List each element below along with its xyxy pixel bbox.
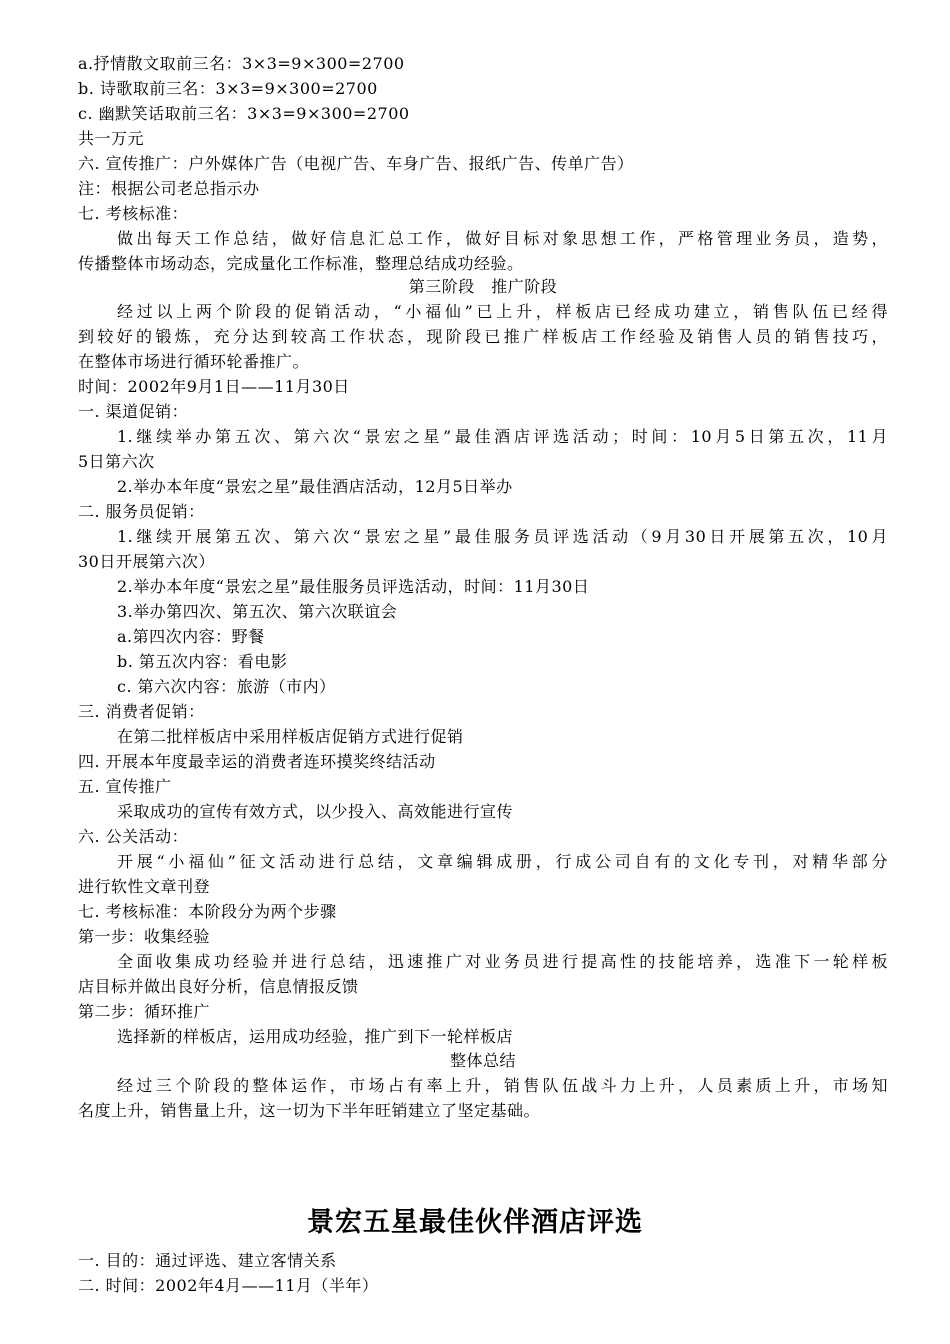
text-line: 七. 考核标准：本阶段分为两个步骤: [78, 902, 337, 921]
text-line: 二. 服务员促销：: [78, 502, 205, 521]
paragraph-line: 店目标并做出良好分析，信息情报反馈: [78, 977, 359, 996]
paragraph-line: 1.继续举办第五次、第六次“景宏之星”最佳酒店评选活动；时间：10月5日第五次，11月: [117, 427, 888, 446]
text-line: 第一步：收集经验: [78, 927, 211, 946]
text-line: b. 诗歌取前三名：3×3=9×300=2700: [78, 79, 378, 98]
text-line: 2.举办本年度“景宏之星”最佳酒店活动，12月5日举办: [117, 477, 513, 496]
paragraph-line: 名度上升，销售量上升，这一切为下半年旺销建立了坚定基础。: [78, 1101, 541, 1120]
text-line: 七. 考核标准：: [78, 204, 189, 223]
paragraph-line: 经过三个阶段的整体运作，市场占有率上升，销售队伍战斗力上升，人员素质上升，市场知: [117, 1076, 888, 1095]
text-line: 二. 时间：2002年4月——11月（半年）: [78, 1276, 379, 1295]
paragraph-line: 在整体市场进行循环轮番推广。: [78, 352, 310, 371]
paragraph-line: 全面收集成功经验并进行总结，迅速推广对业务员进行提高性的技能培养，选准下一轮样板: [117, 952, 888, 971]
text-line: c. 幽默笑话取前三名：3×3=9×300=2700: [78, 104, 410, 123]
paragraph-line: 到较好的锻炼，充分达到较高工作状态，现阶段已推广样板店工作经验及销售人员的销售技巧，: [78, 327, 888, 346]
paragraph-line: 进行软性文章刊登: [78, 877, 211, 896]
paragraph-line: 开展“小福仙”征文活动进行总结，文章编辑成册，行成公司自有的文化专刊，对精华部分: [117, 852, 888, 871]
section-heading: 第三阶段 推广阶段: [408, 277, 558, 296]
paragraph-line: 1.继续开展第五次、第六次“景宏之星”最佳服务员评选活动（9月30日开展第五次，10月: [117, 527, 888, 546]
text-line: 采取成功的宣传有效方式，以少投入、高效能进行宣传: [117, 802, 514, 821]
text-line: b. 第五次内容：看电影: [117, 652, 288, 671]
document-title: 景宏五星最佳伙伴酒店评选: [307, 1207, 643, 1238]
text-line: 共一万元: [78, 129, 145, 148]
text-line: 一. 渠道促销：: [78, 402, 189, 421]
paragraph-line: 传播整体市场动态，完成量化工作标准，整理总结成功经验。: [78, 254, 524, 273]
text-line: 时间：2002年9月1日——11月30日: [78, 377, 350, 396]
paragraph-line: 做出每天工作总结，做好信息汇总工作，做好目标对象思想工作，严格管理业务员，造势，: [117, 229, 888, 248]
text-line: 四. 开展本年度最幸运的消费者连环摸奖终结活动: [78, 752, 436, 771]
paragraph-line: 30日开展第六次）: [78, 552, 215, 571]
text-line: c. 第六次内容：旅游（市内）: [117, 677, 336, 696]
text-line: 第二步：循环推广: [78, 1002, 211, 1021]
text-line: 2.举办本年度“景宏之星”最佳服务员评选活动，时间：11月30日: [117, 577, 590, 596]
paragraph-line: 经过以上两个阶段的促销活动，“小福仙”已上升，样板店已经成功建立，销售队伍已经得: [117, 302, 888, 321]
paragraph-line: 5日第六次: [78, 452, 155, 471]
text-line: 一. 目的：通过评选、建立客情关系: [78, 1251, 337, 1270]
text-line: a.第四次内容：野餐: [117, 627, 265, 646]
text-line: 五. 宣传推广: [78, 777, 172, 796]
text-line: 三. 消费者促销：: [78, 702, 205, 721]
text-line: 在第二批样板店中采用样板店促销方式进行促销: [117, 727, 464, 746]
text-line: 3.举办第四次、第五次、第六次联谊会: [117, 602, 398, 621]
text-line: 注：根据公司老总指示办: [78, 179, 260, 198]
text-line: 六. 宣传推广：户外媒体广告（电视广告、车身广告、报纸广告、传单广告）: [78, 154, 634, 173]
section-heading: 整体总结: [449, 1051, 516, 1070]
text-line: 六. 公关活动：: [78, 827, 189, 846]
text-line: a.抒情散文取前三名：3×3=9×300=2700: [78, 54, 405, 73]
text-line: 选择新的样板店，运用成功经验，推广到下一轮样板店: [117, 1027, 514, 1046]
